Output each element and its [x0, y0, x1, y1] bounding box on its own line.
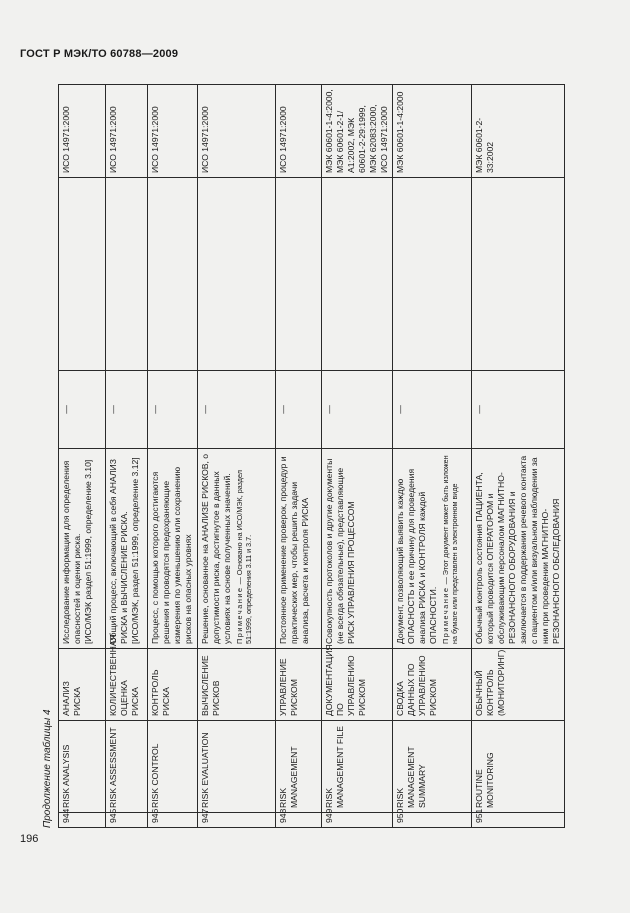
note-label: Примечание — [441, 586, 450, 644]
term-english: RISK EVALUATION — [198, 721, 276, 813]
empty-cell — [106, 178, 148, 371]
document-header: ГОСТ Р МЭК/ТО 60788—2009 — [20, 48, 179, 60]
note-text: — Этот документ может быть изложен на бумаге или представлен в электронном виде — [441, 455, 460, 644]
term-russian: ДОКУМЕНТАЦИЯ ПО УПРАВЛЕНИЮ РИСКОМ — [322, 649, 393, 721]
definition-text: Совокупность протоколов и другие документы (не всегда обязательные), представляющие РИСК УПРАВЛЕНИЯ ПРОЦЕССОМ — [324, 458, 356, 644]
empty-cell-dash: — — [59, 371, 106, 449]
standard-reference: ИСО 14971:2000 — [106, 85, 148, 178]
table-row — [198, 85, 276, 828]
row-number: 951 — [472, 813, 565, 828]
term-english: ROUTINE MONITORING — [472, 721, 565, 813]
definition-note — [441, 453, 459, 644]
term-russian: СВОДКА ДАННЫХ ПО УПРАВЛЕНИЮ РИСКОМ — [393, 649, 472, 721]
standard-reference: ИСО 14971:2000 — [59, 85, 106, 178]
term-definition — [198, 449, 276, 649]
definition-reference: [ИСО/МЭК, раздел 51:1999, определение 3.12] — [130, 457, 140, 644]
table-row — [148, 85, 198, 828]
empty-cell — [393, 178, 472, 371]
table-row — [472, 85, 565, 828]
standard-reference: МЭК 60601-1-4:2000 — [393, 85, 472, 178]
term-russian: ОБЫЧНЫЙ КОНТРОЛЬ (МОНИТОРИНГ) — [472, 649, 565, 721]
row-number: 946 — [148, 813, 198, 828]
table-row — [322, 85, 393, 828]
term-english: RISK MANAGEMENT FILE — [322, 721, 393, 813]
term-russian: ВЫЧИСЛЕНИЕ РИСКОВ — [198, 649, 276, 721]
term-definition — [472, 449, 565, 649]
definition-text: Обычный контроль состояния ПАЦИЕНТА, который проводится ОПЕРАТОРОМ и обслуживающим персоналом МАГНИТНО-РЕЗОНАНСНОГО ОБОРУДОВАНИЯ и заключается в поддержании речевого контакта с пациентом и/или визуальном наблюдении за ним при проведении МАГНИТНО-РЕЗОНАНСНОГО ОБСЛЕДОВАНИЯ — [474, 455, 561, 644]
standard-reference: МЭК 60601-1-4:2000, МЭК 60601-2-1/А1:2002, МЭК 60601-2-29:1999, МЭК 62083:2000, ИСО 14971:2000 — [322, 85, 393, 178]
empty-cell-dash: — — [148, 371, 198, 449]
term-russian: КОЛИЧЕСТВЕННАЯ ОЦЕНКА РИСКА — [106, 649, 148, 721]
table-row — [59, 85, 106, 828]
term-definition — [393, 449, 472, 649]
term-definition — [106, 449, 148, 649]
empty-cell-dash: — — [393, 371, 472, 449]
page-number: 196 — [20, 833, 39, 845]
empty-cell — [198, 178, 276, 371]
definition-text: Решение, основанное на АНАЛИЗЕ РИСКОВ, о допустимости риска, достигнутое в данных условиях на основе полученных значений. — [200, 453, 232, 644]
definition-text: Постоянное применение проверок, процедур и практических мер, чтобы решить задачи анализа, расчета и контроля РИСКА — [278, 456, 310, 644]
definition-note — [235, 453, 253, 644]
empty-cell-dash: — — [472, 371, 565, 449]
definition-reference: [ИСО/МЭК раздел 51:1999, определение 3.10] — [83, 459, 93, 644]
definition-text: Документ, позволяющий выявить каждую ОПАСНОСТЬ и ее причину для проведения анализа РИСКА и КОНТРОЛЯ каждой ОПАСНОСТИ. — [395, 468, 438, 644]
standard-reference: ИСО 14971:2000 — [276, 85, 322, 178]
table-continuation-caption: Продолжение таблицы 4 — [42, 709, 53, 828]
row-number: 948 — [276, 813, 322, 828]
definition-text: Общий процесс, включающий в себя АНАЛИЗ РИСКА и ВЫЧИСЛЕНИЕ РИСКА. — [108, 459, 129, 644]
table-row — [393, 85, 472, 828]
empty-cell — [472, 178, 565, 371]
empty-cell — [276, 178, 322, 371]
row-number: 947 — [198, 813, 276, 828]
row-number: 950 — [393, 813, 472, 828]
standard-reference: ИСО 14971:2000 — [198, 85, 276, 178]
definition-text: Исследование информации для определения опасностей и оценки риска. — [61, 460, 82, 644]
empty-cell-dash: — — [198, 371, 276, 449]
standard-reference: ИСО 14971:2000 — [148, 85, 198, 178]
term-english: RISK MANAGEMENT — [276, 721, 322, 813]
term-definition — [148, 449, 198, 649]
term-definition — [276, 449, 322, 649]
term-russian: КОНТРОЛЬ РИСКА — [148, 649, 198, 721]
note-label: Примечание — [235, 586, 244, 644]
terms-table-body — [59, 85, 565, 828]
note-text: — Основано на ИСО/МЭК, раздел 51:1999, определения 3.11 и 3.7. — [235, 470, 254, 644]
empty-cell-dash: — — [106, 371, 148, 449]
definition-text: Процесс, с помощью которого достигаются решения и проводятся предохраняющие измерения по уменьшению или сохранению рисков на опасных уровнях — [150, 466, 193, 644]
empty-cell-dash: — — [322, 371, 393, 449]
term-definition — [59, 449, 106, 649]
standard-reference: МЭК 60601-2-33:2002 — [472, 85, 565, 178]
term-english: RISK CONTROL — [148, 721, 198, 813]
table-row — [106, 85, 148, 828]
term-russian: АНАЛИЗ РИСКА — [59, 649, 106, 721]
row-number: 945 — [106, 813, 148, 828]
term-english: RISK ASSESSMENT — [106, 721, 148, 813]
rotated-table-area — [42, 85, 611, 828]
term-english: RISK MANAGEMENT SUMMARY — [393, 721, 472, 813]
terms-table — [58, 84, 565, 828]
term-russian: УПРАВЛЕНИЕ РИСКОМ — [276, 649, 322, 721]
empty-cell — [148, 178, 198, 371]
empty-cell — [59, 178, 106, 371]
table-row — [276, 85, 322, 828]
empty-cell-dash: — — [276, 371, 322, 449]
row-number: 944 — [59, 813, 106, 828]
empty-cell — [322, 178, 393, 371]
row-number: 949 — [322, 813, 393, 828]
term-definition — [322, 449, 393, 649]
term-english: RISK ANALYSIS — [59, 721, 106, 813]
